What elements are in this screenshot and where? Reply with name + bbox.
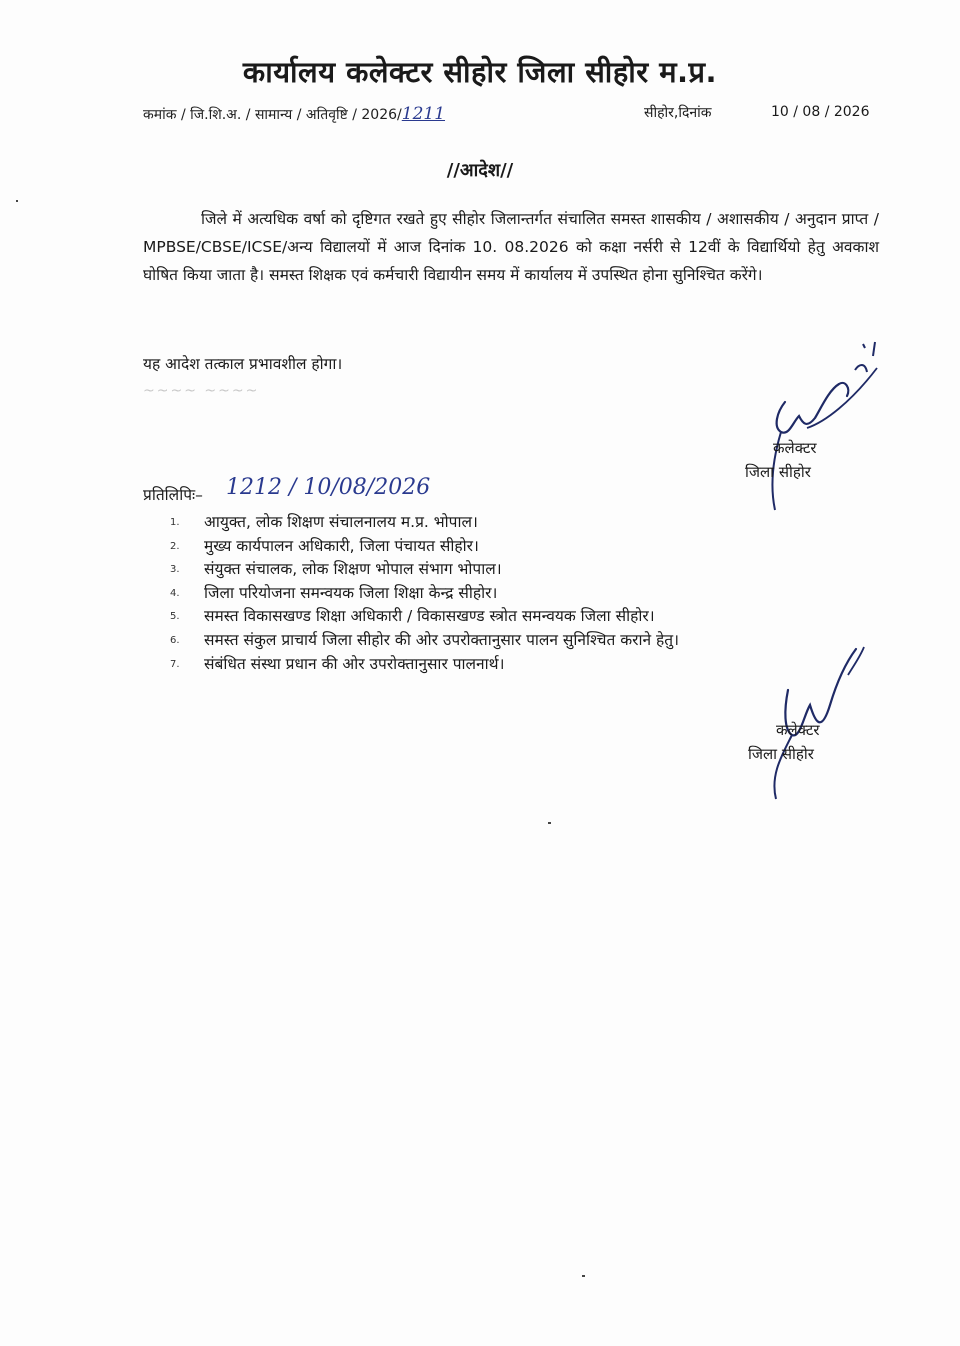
list-item: 6. समस्त संकुल प्राचार्य जिला सीहोर की ओर उपरोक्तानुसार पालन सुनिश्चित कराने हेतु। [170, 630, 679, 649]
signature-1-district: जिला सीहोर [745, 463, 811, 481]
office-title: कार्यालय कलेक्टर सीहोर जिला सीहोर म.प्र. [242, 55, 718, 89]
order-number [143, 104, 445, 124]
signature-1-title: कलेक्टर [773, 439, 817, 457]
copy-list [170, 510, 679, 675]
signature-2-block [748, 718, 868, 766]
signature-2-district: जिला सीहोर [748, 745, 814, 763]
effect-line: यह आदेश तत्काल प्रभावशील होगा। [143, 355, 343, 373]
scan-speck [16, 200, 18, 202]
list-item: 4. जिला परियोजना समन्वयक जिला शिक्षा केन्द्र सीहोर। [170, 583, 498, 602]
list-item: 1. आयुक्त, लोक शिक्षण संचालनालय म.प्र. भोपाल। [170, 513, 478, 531]
scan-speck [548, 822, 551, 824]
faded-stamp-mark: ~~~~ ~~~~ [143, 383, 260, 399]
signature-1-block [745, 436, 865, 484]
signature-1-icon [755, 332, 885, 517]
order-number-prefix: कमांक / जि.शि.अ. / सामान्य / अतिवृष्टि / 2026/ [143, 107, 402, 123]
list-item: 3. संयुक्त संचालक, लोक शिक्षण भोपाल संभाग भोपाल। [170, 560, 502, 579]
scan-speck [582, 1275, 585, 1277]
order-number-handwritten: 1211 [401, 104, 446, 124]
copy-label: प्रतिलिपिः– [143, 486, 203, 504]
list-item: 2. मुख्य कार्यपालन अधिकारी, जिला पंचायत सीहोर। [170, 536, 479, 555]
order-body: जिले में अत्यधिक वर्षा को दृष्टिगत रखते हुए सीहोर जिलान्तर्गत संचालित समस्त शासकीय / अशासकीय / अनुदान प्राप्त / MPBSE/CBSE/ICSE/अन्य विद्यालयों में आज दिनांक 10. 08.2026 को कक्षा नर्सरी से 12वीं के विद्यार्थियो हेतु अवकाश घोषित किया जाता है। समस्त शिक्षक एवं कर्मचारी विद्यायीन समय में कार्यालय में उपस्थित होना सुनिश्चित करेंगे। [143, 210, 879, 284]
list-item: 7. संबंधित संस्था प्रधान की ओर उपरोक्तानुसार पालनार्थ। [170, 654, 505, 673]
signature-2-title: कलेक्टर [776, 721, 820, 739]
order-date: 10 / 08 / 2026 [771, 104, 870, 120]
list-item: 5. समस्त विकासखण्ड शिक्षा अधिकारी / विकासखण्ड स्त्रोत समन्वयक जिला सीहोर। [170, 607, 655, 626]
copy-ref-handwritten: 1212 / 10/08/2026 [226, 475, 431, 500]
place-date-label: सीहोर,दिनांक [644, 105, 712, 121]
order-heading: //आदेश// [446, 160, 514, 181]
